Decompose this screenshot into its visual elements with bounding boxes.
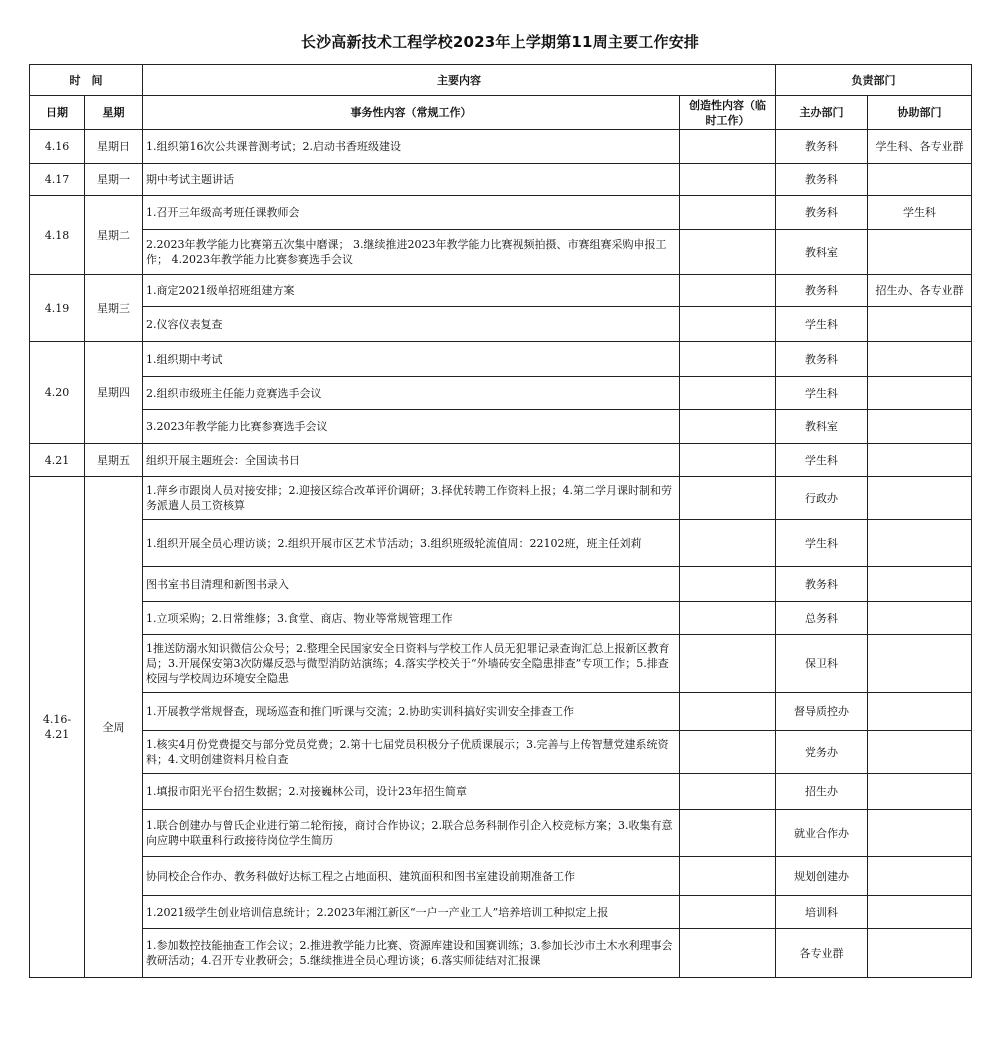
host-department-cell: 教务科 [776,342,868,377]
creative-content-cell [680,410,776,444]
assist-department-cell: 学生科 [868,196,972,230]
host-department-cell: 督导质控办 [776,693,868,731]
routine-content-cell: 1.商定2021级单招班组建方案 [143,275,680,307]
host-department-cell: 培训科 [776,896,868,929]
header-host: 主办部门 [776,96,868,130]
host-department-cell: 教务科 [776,130,868,164]
date-cell: 4.21 [30,444,85,477]
header-time: 时 间 [30,65,143,96]
weekday-cell: 星期日 [85,130,143,164]
date-cell: 4.18 [30,196,85,275]
header-date: 日期 [30,96,85,130]
host-department-cell: 行政办 [776,477,868,520]
routine-content-cell: 1.开展教学常规督查，现场巡查和推门听课与交流；2.协助实训科搞好实训安全排查工作 [143,693,680,731]
header-responsible: 负责部门 [776,65,972,96]
table-row [30,635,972,693]
header-weekday: 星期 [85,96,143,130]
routine-content-cell: 1.萍乡市跟岗人员对接安排；2.迎接区综合改革评价调研；3.择优转聘工作资料上报；4.第二学月课时制和劳务派遣人员工资核算 [143,477,680,520]
table-row [30,774,972,810]
table-row [30,377,972,410]
routine-content-cell: 2.仪容仪表复查 [143,307,680,342]
host-department-cell: 教科室 [776,230,868,275]
routine-content-cell: 1.组织开展全员心理访谈；2.组织开展市区艺术节活动；3.组织班级轮流值周：22102班，班主任刘莉 [143,520,680,567]
creative-content-cell [680,896,776,929]
creative-content-cell [680,377,776,410]
assist-department-cell [868,164,972,196]
header-assist: 协助部门 [868,96,972,130]
assist-department-cell [868,520,972,567]
routine-content-cell: 图书室书目清理和新图书录入 [143,567,680,602]
weekday-cell: 全周 [85,477,143,978]
creative-content-cell [680,693,776,731]
table-row [30,410,972,444]
weekday-cell: 星期五 [85,444,143,477]
creative-content-cell [680,275,776,307]
creative-content-cell [680,857,776,896]
weekday-cell: 星期二 [85,196,143,275]
host-department-cell: 各专业群 [776,929,868,978]
table-row [30,164,972,196]
routine-content-cell: 1.立项采购；2.日常维修；3.食堂、商店、物业等常规管理工作 [143,602,680,635]
assist-department-cell [868,774,972,810]
routine-content-cell: 3.2023年教学能力比赛参赛选手会议 [143,410,680,444]
assist-department-cell: 招生办、各专业群 [868,275,972,307]
host-department-cell: 教务科 [776,275,868,307]
assist-department-cell [868,929,972,978]
assist-department-cell [868,693,972,731]
date-cell: 4.16 [30,130,85,164]
assist-department-cell [868,567,972,602]
creative-content-cell [680,602,776,635]
host-department-cell: 保卫科 [776,635,868,693]
creative-content-cell [680,567,776,602]
weekday-cell: 星期三 [85,275,143,342]
creative-content-cell [680,342,776,377]
creative-content-cell [680,307,776,342]
assist-department-cell [868,896,972,929]
host-department-cell: 规划创建办 [776,857,868,896]
page-title: 长沙高新技术工程学校2023年上学期第11周主要工作安排 [300,33,700,51]
routine-content-cell: 1.组织期中考试 [143,342,680,377]
assist-department-cell: 学生科、各专业群 [868,130,972,164]
table-row [30,520,972,567]
host-department-cell: 教科室 [776,410,868,444]
routine-content-cell: 组织开展主题班会：全国读书日 [143,444,680,477]
date-cell: 4.20 [30,342,85,444]
host-department-cell: 就业合作办 [776,810,868,857]
routine-content-cell: 1.联合创建办与曾氏企业进行第二轮衔接，商讨合作协议；2.联合总务科制作引企入校竞标方案；3.收集有意向应聘中联重科行政接待岗位学生简历 [143,810,680,857]
routine-content-cell: 2.2023年教学能力比赛第五次集中磨课； 3.继续推进2023年教学能力比赛视频拍摄、市赛组赛采购申报工作； 4.2023年教学能力比赛参赛选手会议 [143,230,680,275]
date-cell: 4.17 [30,164,85,196]
host-department-cell: 学生科 [776,520,868,567]
routine-content-cell: 1.组织第16次公共课普测考试；2.启动书香班级建设 [143,130,680,164]
creative-content-cell [680,810,776,857]
host-department-cell: 教务科 [776,164,868,196]
routine-content-cell: 1.核实4月份党费提交与部分党员党费；2.第十七届党员积极分子优质课展示；3.完善与上传智慧党建系统资料；4.文明创建资料月检自查 [143,731,680,774]
routine-content-cell: 1推送防溺水知识微信公众号；2.整理全民国家安全日资料与学校工作人员无犯罪记录查询汇总上报新区教育局；3.开展保安第3次防爆反恐与微型消防站演练；4.落实学校关于“外墙砖安全隐患排查”专项工作；5.排查校园与学校周边环境安全隐患 [143,635,680,693]
header-routine: 事务性内容（常规工作） [143,96,680,130]
assist-department-cell [868,857,972,896]
schedule-body [30,130,972,978]
host-department-cell: 教务科 [776,567,868,602]
assist-department-cell [868,477,972,520]
host-department-cell: 总务科 [776,602,868,635]
table-row [30,342,972,377]
host-department-cell: 学生科 [776,307,868,342]
creative-content-cell [680,196,776,230]
host-department-cell: 学生科 [776,444,868,477]
assist-department-cell [868,810,972,857]
creative-content-cell [680,774,776,810]
table-row [30,196,972,230]
creative-content-cell [680,635,776,693]
creative-content-cell [680,731,776,774]
table-row [30,567,972,602]
assist-department-cell [868,635,972,693]
routine-content-cell: 协同校企合作办、教务科做好达标工程之占地面积、建筑面积和图书室建设前期准备工作 [143,857,680,896]
weekday-cell: 星期四 [85,342,143,444]
table-row [30,693,972,731]
table-row [30,810,972,857]
routine-content-cell: 期中考试主题讲话 [143,164,680,196]
routine-content-cell: 1.填报市阳光平台招生数据；2.对接巍林公司，设计23年招生简章 [143,774,680,810]
assist-department-cell [868,377,972,410]
table-row [30,307,972,342]
assist-department-cell [868,410,972,444]
creative-content-cell [680,130,776,164]
routine-content-cell: 1.参加数控技能抽查工作会议；2.推进教学能力比赛、资源库建设和国赛训练；3.参加长沙市土木水利理事会教研活动；4.召开专业教研会；5.继续推进全员心理访谈；6.落实师徒结对汇报课 [143,929,680,978]
table-row [30,477,972,520]
header-main-content: 主要内容 [143,65,776,96]
creative-content-cell [680,520,776,567]
table-row [30,275,972,307]
header-creative: 创造性内容（临时工作） [680,96,776,130]
creative-content-cell [680,164,776,196]
table-row [30,857,972,896]
table-row [30,130,972,164]
assist-department-cell [868,731,972,774]
table-row [30,444,972,477]
assist-department-cell [868,602,972,635]
weekday-cell: 星期一 [85,164,143,196]
routine-content-cell: 1.召开三年级高考班任课教师会 [143,196,680,230]
table-row [30,896,972,929]
table-row [30,230,972,275]
assist-department-cell [868,444,972,477]
table-row [30,929,972,978]
host-department-cell: 党务办 [776,731,868,774]
table-row [30,602,972,635]
schedule-table [29,64,972,978]
host-department-cell: 教务科 [776,196,868,230]
routine-content-cell: 2.组织市级班主任能力竞赛选手会议 [143,377,680,410]
assist-department-cell [868,307,972,342]
creative-content-cell [680,929,776,978]
creative-content-cell [680,444,776,477]
table-row [30,731,972,774]
date-cell: 4.16- 4.21 [30,477,85,978]
creative-content-cell [680,230,776,275]
assist-department-cell [868,342,972,377]
creative-content-cell [680,477,776,520]
date-cell: 4.19 [30,275,85,342]
routine-content-cell: 1.2021级学生创业培训信息统计；2.2023年湘江新区“一户一产业工人”培养培训工种拟定上报 [143,896,680,929]
assist-department-cell [868,230,972,275]
host-department-cell: 学生科 [776,377,868,410]
host-department-cell: 招生办 [776,774,868,810]
